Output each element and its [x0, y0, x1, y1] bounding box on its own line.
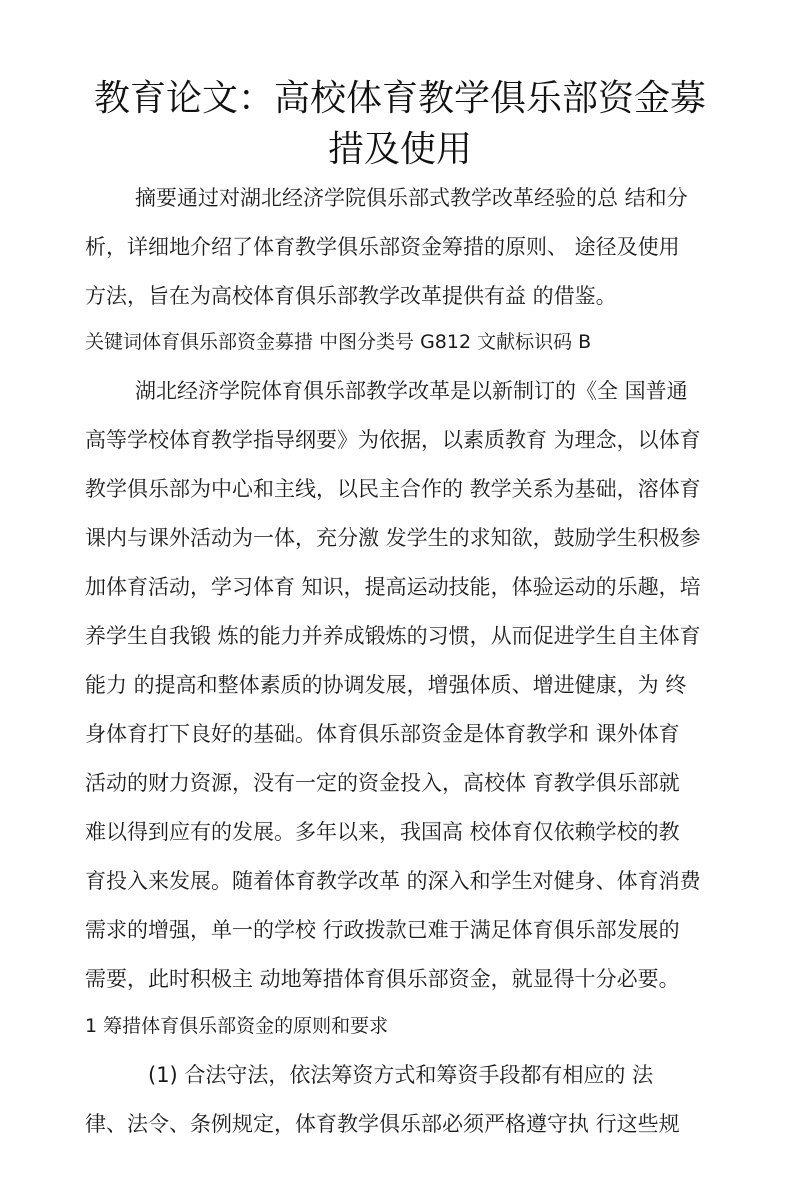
- abstract-line-2: 析，详细地介绍了体育教学俱乐部资金筹措的原则、 途径及使用: [85, 235, 680, 259]
- document-title-line-1: 教育论文：高校体育教学俱乐部资金募: [93, 78, 706, 119]
- body-line-7: 能力 的提高和整体素质的协调发展，增强体质、增进健康，为 终: [85, 673, 687, 697]
- keywords-line: 关键词体育俱乐部资金募措 中图分类号 G812 文献标识码 B: [85, 331, 592, 353]
- body-line-3: 教学俱乐部为中心和主线，以民主合作的 教学关系为基础，溶体育: [85, 477, 701, 501]
- body-line-10: 难以得到应有的发展。多年以来，我国高 校体育仅依赖学校的教: [85, 820, 680, 844]
- body-line-9: 活动的财力资源，没有一定的资金投入，高校体 育教学俱乐部就: [85, 771, 680, 795]
- item-line-2: 律、法令、条例规定，体育教学俱乐部必须严格遵守执 行这些规: [85, 1112, 680, 1136]
- body-line-5: 加体育活动，学习体育 知识，提高运动技能，体验运动的乐趣，培: [85, 575, 701, 599]
- body-line-1: 湖北经济学院体育俱乐部教学改革是以新制订的《全 国普通: [135, 379, 688, 403]
- item-line-1: (1) 合法守法，依法筹资方式和筹资手段都有相应的 法: [148, 1063, 654, 1087]
- body-line-2: 高等学校体育教学指导纲要》为依据，以素质教育 为理念，以体育: [85, 428, 701, 452]
- body-line-8: 身体育打下良好的基础。体育俱乐部资金是体育教学和 课外体育: [85, 722, 680, 746]
- body-line-4: 课内与课外活动为一体，充分激 发学生的求知欲，鼓励学生积极参: [85, 526, 701, 550]
- document-title-line-2: 措及使用: [327, 129, 472, 170]
- body-line-13: 需要，此时积极主 动地筹措体育俱乐部资金，就显得十分必要。: [85, 967, 680, 991]
- section-heading: 1 筹措体育俱乐部资金的原则和要求: [85, 1015, 389, 1037]
- abstract-line-1: 摘要通过对湖北经济学院俱乐部式教学改革经验的总 结和分: [135, 186, 688, 210]
- body-line-12: 需求的增强，单一的学校 行政拨款已难于满足体育俱乐部发展的: [85, 918, 680, 942]
- body-line-6: 养学生自我锻 炼的能力并养成锻炼的习惯，从而促进学生自主体育: [85, 624, 701, 648]
- abstract-line-3: 方法，旨在为高校体育俱乐部教学改革提供有益 的借鉴。: [85, 284, 617, 308]
- body-line-11: 育投入来发展。随着体育教学改革 的深入和学生对健身、体育消费: [85, 869, 701, 893]
